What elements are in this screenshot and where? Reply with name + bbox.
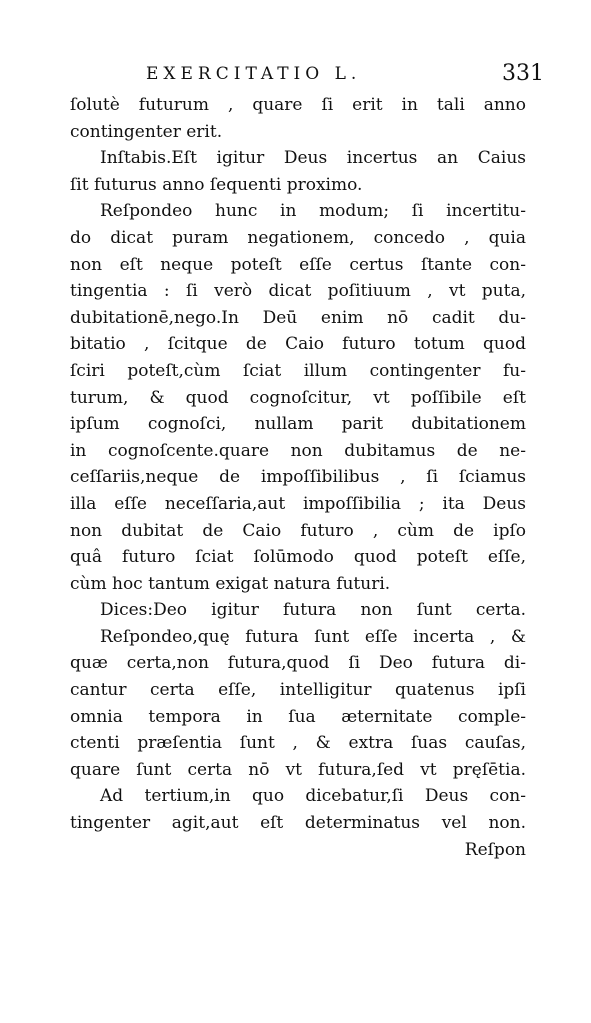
text-line: contingenter erit. (70, 121, 223, 142)
text-line: ipſum cognoſci, nullam parit dubitationem (70, 414, 526, 435)
text-line: ceſſariis,neque de impoſſibilibus , ſi ſciamus (70, 467, 526, 488)
text-line: turum, & quod cognoſcitur, vt poſſibile eſt (70, 387, 526, 408)
text-line: cantur certa eſſe, intelligitur quatenus ipſi (70, 680, 526, 701)
text-line: omnia tempora in ſua æternitate comple- (70, 706, 526, 727)
text-line: Reſpondeo hunc in modum; ſi incertitu- (100, 201, 526, 222)
page-number: 331 (502, 61, 544, 86)
running-title: EXERCITATIO L. (146, 64, 362, 84)
body-text (70, 92, 526, 863)
text-line: non eſt neque poteſt eſſe certus ſtante con- (70, 254, 526, 275)
catchword: Reſpon (464, 839, 526, 860)
text-line: ſolutè futurum , quare ſi erit in tali anno (70, 95, 526, 115)
text-line: illa eſſe neceſſaria,aut impoſſibilia ; ita Deus (70, 493, 526, 514)
text-line: ctenti præſentia ſunt , & extra ſuas cauſas, (70, 733, 526, 754)
text-line: bitatio , ſcitque de Caio futuro totum quod (70, 334, 526, 355)
text-line: Ad tertium,in quo dicebatur,ſi Deus con- (100, 786, 526, 807)
text-line: ſit futurus anno ſequenti proximo. (70, 174, 363, 195)
text-line: do dicat puram negationem, concedo , quia (70, 227, 526, 248)
text-line: ſciri poteſt,cùm ſciat illum contingenter fu- (70, 360, 526, 381)
text-line: non dubitat de Caio futuro , cùm de ipſo (70, 520, 526, 541)
text-line: dubitationē,nego.In Deū enim nō cadit du- (70, 307, 526, 328)
text-line: quæ certa,non futura,quod ſi Deo futura di- (70, 653, 526, 674)
text-line: Dices:Deo igitur futura non ſunt certa. (100, 600, 526, 621)
text-line: Reſpondeo,quę futura ſunt eſſe incerta , & (100, 626, 526, 647)
text-line: in cognoſcente.quare non dubitamus de ne- (70, 440, 526, 461)
text-line: quare ſunt certa nō vt futura,ſed vt pręſētia. (70, 759, 526, 780)
text-line: quâ futuro ſciat ſolūmodo quod poteſt eſſe, (70, 547, 526, 568)
text-line: Inſtabis.Eſt igitur Deus incertus an Caius (100, 148, 526, 169)
text-line: cùm hoc tantum exigat natura futuri. (70, 573, 391, 594)
running-head (74, 61, 544, 92)
text-line: tingenter agit,aut eſt determinatus vel non. (70, 813, 526, 834)
text-line: tingentia : ſi verò dicat poſitiuum , vt puta, (70, 281, 526, 302)
